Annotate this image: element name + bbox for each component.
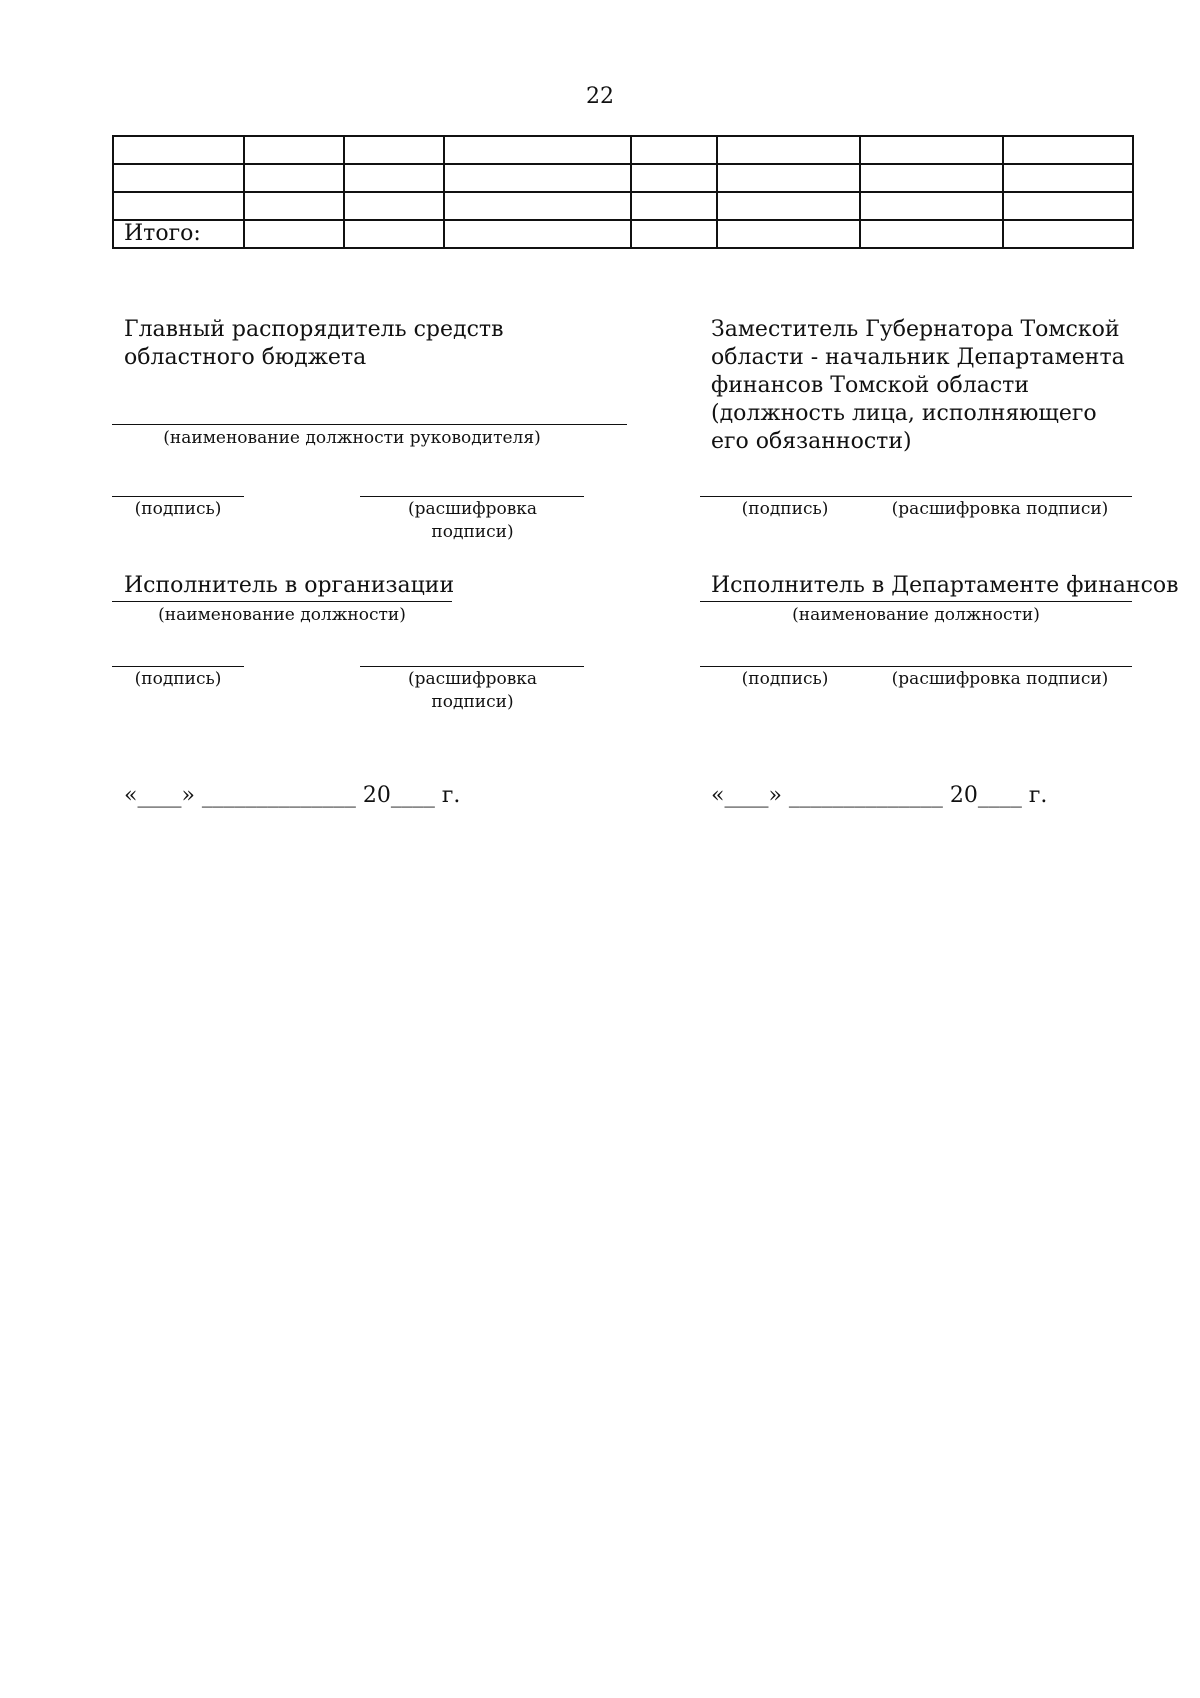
table-row [113,192,1133,220]
table-cell [113,136,244,164]
table-cell [113,192,244,220]
left-executor-signature-line [112,666,244,667]
left-signature-line [112,496,244,497]
table-cell [444,136,631,164]
table-cell [1003,164,1133,192]
left-date-line: «____» ______________ 20____ г. [124,783,461,808]
table-cell [860,220,1003,248]
right-signature-line [700,496,1132,497]
table-cell [860,192,1003,220]
left-signature-caption: (подпись) [134,499,222,519]
left-executor-decode-line [360,666,584,667]
table-cell [717,220,860,248]
left-decode-line [360,496,584,497]
table-cell [444,220,631,248]
table-cell [717,164,860,192]
table-cell [344,136,444,164]
right-signature-caption: (подпись) [741,499,829,519]
page-number: 22 [586,84,614,109]
right-executor-line [700,601,1132,602]
table-cell [1003,192,1133,220]
table-cell [244,220,344,248]
data-table [112,135,1134,249]
right-date-line: «____» ______________ 20____ г. [711,783,1048,808]
table-cell [444,192,631,220]
left-executor-signature-caption: (подпись) [134,669,222,689]
table-cell [631,164,717,192]
table-cell [631,220,717,248]
right-decode-caption: (расшифровка подписи) [891,499,1109,519]
table-cell [860,164,1003,192]
table-cell [1003,136,1133,164]
table-cell [444,164,631,192]
table-cell [717,136,860,164]
table-row [113,164,1133,192]
left-executor-line [112,601,452,602]
table-cell [244,192,344,220]
right-executor-title: Исполнитель в Департаменте финансов [711,573,1179,598]
left-executor-decode-caption: (расшифровка подписи) [407,669,538,712]
right-heading: Заместитель Губернатора Томской области - начальник Департамента финансов Томской области (должность лица, исполняющего его обязанности) [711,317,1125,454]
left-position-line [112,424,627,425]
table-cell [344,164,444,192]
right-executor-signature-caption: (подпись) [741,669,829,689]
left-executor-position-caption: (наименование должности) [158,605,406,625]
table-cell [860,136,1003,164]
right-executor-position-caption: (наименование должности) [792,605,1040,625]
table-cell [244,164,344,192]
table-row [113,136,1133,164]
right-executor-decode-caption: (расшифровка подписи) [891,669,1109,689]
left-executor-title: Исполнитель в организации [124,573,455,598]
right-executor-signature-line [700,666,1132,667]
table-cell [631,136,717,164]
table-row-total [113,220,1133,248]
table-cell [1003,220,1133,248]
left-heading: Главный распорядитель средств областного бюджета [124,317,504,370]
total-label: Итого: [113,220,244,248]
table-cell [113,164,244,192]
left-position-caption: (наименование должности руководителя) [163,428,541,448]
table-cell [631,192,717,220]
table-cell [244,136,344,164]
left-decode-caption: (расшифровка подписи) [407,499,538,542]
table-cell [344,192,444,220]
table-cell [717,192,860,220]
table-cell [344,220,444,248]
